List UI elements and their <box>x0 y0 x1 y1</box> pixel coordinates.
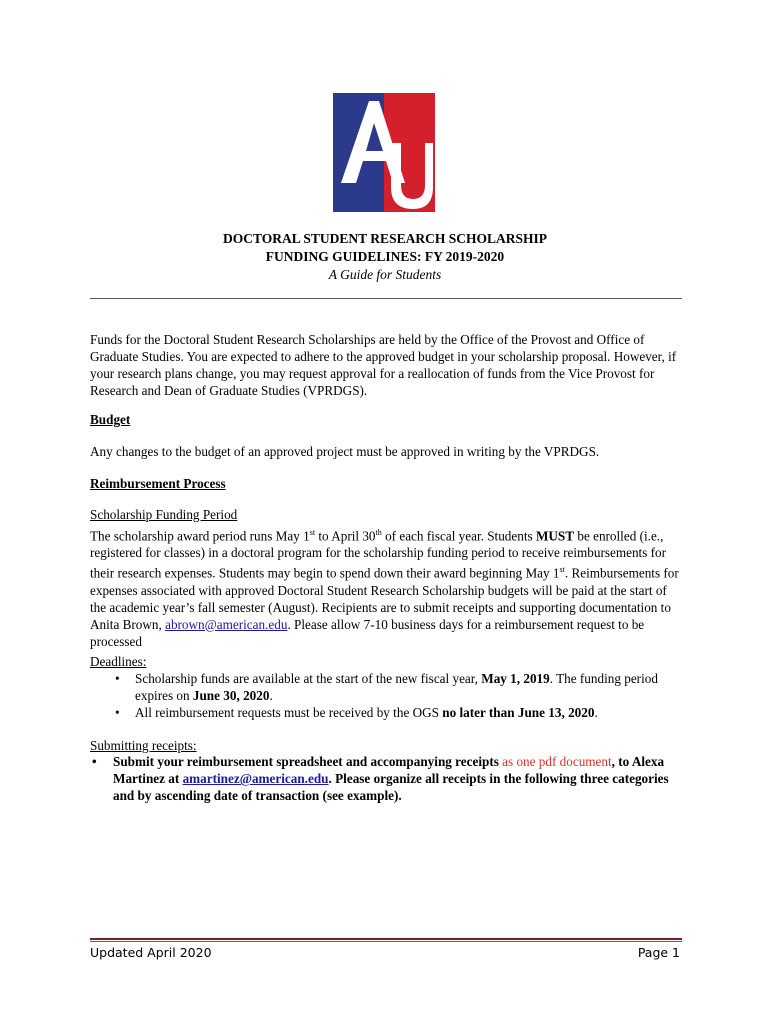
submitting-receipts-heading: Submitting receipts: <box>90 738 197 753</box>
list-item: • Scholarship funds are available at the start of the new fiscal year, May 1, 2019. The funding period expires on June 30, 2020. <box>115 671 658 703</box>
document-subtitle: A Guide for Students <box>328 267 442 282</box>
american-university-logo <box>333 93 435 212</box>
list-item: • Submit your reimbursement spreadsheet and accompanying receipts as one pdf document, to Alexa Martinez at amartinez@american.edu. Please organize all receipts in the following three categories and by ascending date of transaction (see example). <box>92 754 669 803</box>
footer-updated-date: Updated April 2020 <box>90 945 212 960</box>
funding-period-heading: Scholarship Funding Period <box>90 507 238 522</box>
amartinez-email-link[interactable]: amartinez@american.edu <box>182 771 329 786</box>
document-title-line2: FUNDING GUIDELINES: FY 2019-2020 <box>265 249 505 264</box>
deadlines-heading: Deadlines: <box>90 654 147 669</box>
header-divider <box>90 298 682 299</box>
footer-page-number: Page 1 <box>637 945 680 960</box>
reimbursement-heading: Reimbursement Process <box>90 476 226 491</box>
pdf-emphasis: as one pdf document <box>502 754 612 769</box>
budget-heading: Budget <box>90 412 131 427</box>
list-item: • All reimbursement requests must be received by the OGS no later than June 13, 2020. <box>115 705 598 720</box>
footer-divider <box>90 938 682 940</box>
budget-paragraph: Any changes to the budget of an approved project must be approved in writing by the VPRDGS. <box>90 444 600 459</box>
receipts-list <box>90 753 680 804</box>
footer-divider-thin <box>90 941 682 942</box>
funding-period-paragraph: The scholarship award period runs May 1st to April 30th of each fiscal year. Students MUST be enrolled (i.e., registered for classes) in a doctoral program for the scholarship funding period to receive reimbursements for their research expenses. Students may begin to spend down their award beginning May 1st. Reimbursements for expenses associated with approved Doctoral Student Research Scholarship budgets will be paid at the start of the academic year’s fall semester (August). Recipients are to submit receipts and supporting documentation to Anita Brown, abrown@american.edu. Please allow 7-10 business days for a reimbursement request to be processed <box>90 528 679 649</box>
document-title-line1: DOCTORAL STUDENT RESEARCH SCHOLARSHIP <box>223 231 547 246</box>
abrown-email-link[interactable]: abrown@american.edu <box>165 616 288 632</box>
deadlines-list <box>90 670 680 721</box>
bullet-icon: • <box>92 754 97 769</box>
intro-paragraph: Funds for the Doctoral Student Research Scholarships are held by the Office of the Provost and Office of Graduate Studies. You are expected to adhere to the approved budget in your scholarship proposal. However, if your research plans change, you may request approval for a reallocation of funds from the Vice Provost for Research and Dean of Graduate Studies (VPRDGS). <box>90 332 677 398</box>
bullet-icon: • <box>115 705 120 720</box>
bullet-icon: • <box>115 671 120 686</box>
